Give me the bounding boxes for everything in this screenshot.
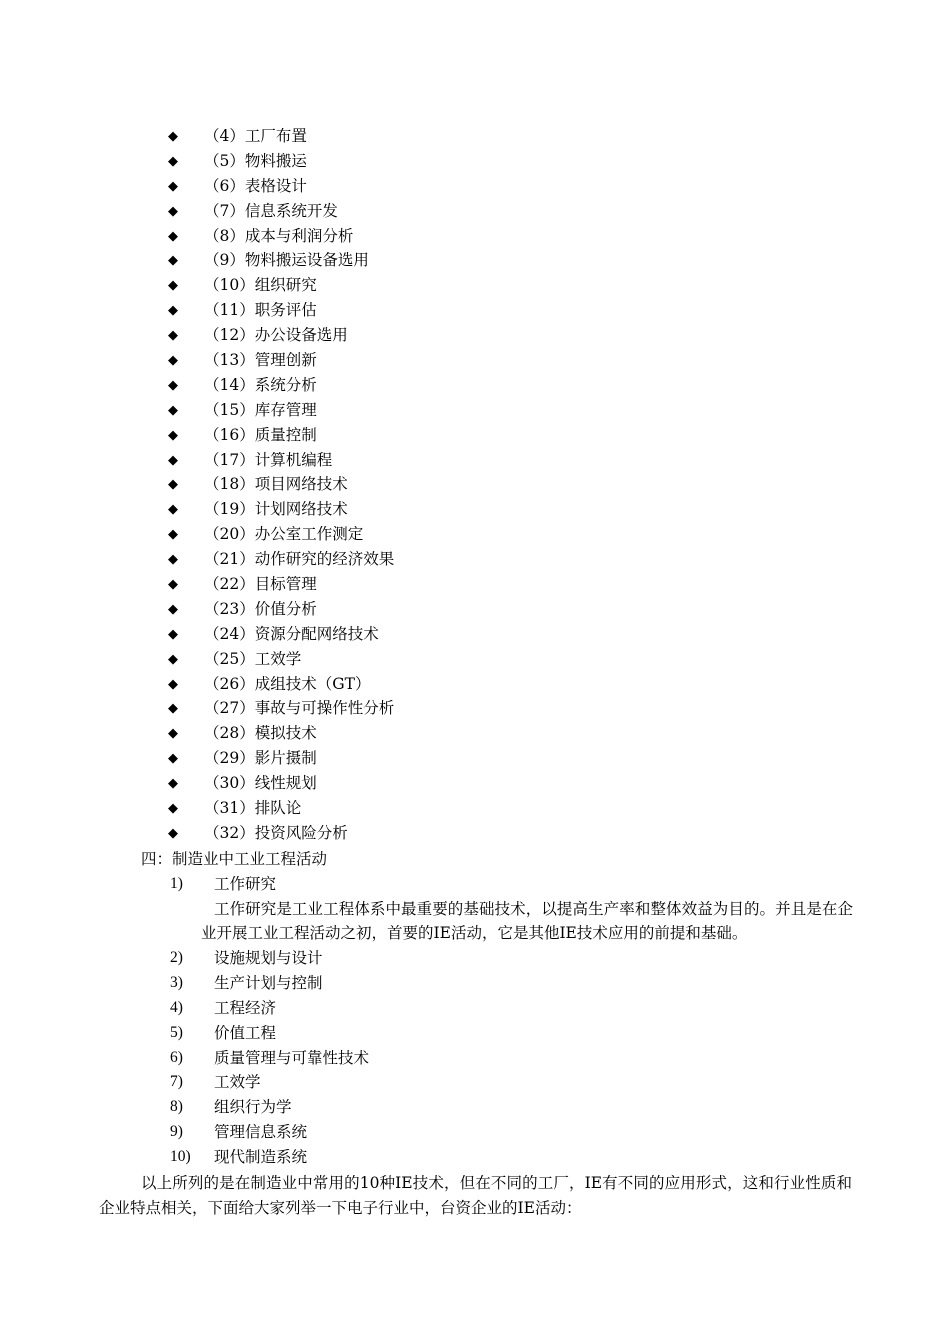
bullet-item-text: （14）系统分析	[204, 375, 317, 394]
numbered-list-item	[170, 1145, 860, 1170]
numbered-list-item	[170, 1021, 860, 1046]
item-label: 价值工程	[214, 1023, 277, 1042]
bullet-item-text: （6）表格设计	[204, 176, 307, 195]
diamond-bullet-icon: ◆	[168, 527, 178, 543]
item-number: 7)	[170, 1073, 183, 1091]
bullet-list-item	[166, 597, 394, 622]
diamond-bullet-icon: ◆	[168, 651, 178, 667]
section-heading: 四：制造业中工业工程活动	[141, 850, 328, 868]
item-label: 现代制造系统	[214, 1148, 308, 1167]
bullet-item-text: （22）目标管理	[204, 575, 317, 594]
numbered-list-item	[170, 1120, 860, 1145]
bullet-item-text: （25）工效学	[204, 649, 302, 668]
item-number: 9)	[170, 1123, 183, 1141]
item-label: 组织行为学	[214, 1098, 292, 1117]
diamond-bullet-icon: ◆	[168, 701, 178, 717]
diamond-bullet-icon: ◆	[168, 278, 178, 294]
bullet-item-text: （16）质量控制	[204, 425, 317, 444]
numbered-list-item	[170, 1046, 860, 1071]
item-label: 生产计划与控制	[214, 973, 323, 992]
diamond-bullet-icon: ◆	[168, 751, 178, 767]
bullet-list-item	[166, 746, 394, 771]
bullet-item-text: （24）资源分配网络技术	[204, 624, 379, 643]
bullet-list-item	[166, 423, 394, 448]
diamond-bullet-icon: ◆	[168, 576, 178, 592]
item-number: 3)	[170, 973, 183, 991]
bullet-item-text: （9）物料搬运设备选用	[204, 251, 369, 270]
bullet-list-item	[166, 672, 394, 697]
bullet-item-text: （13）管理创新	[204, 351, 317, 370]
bullet-item-text: （27）事故与可操作性分析	[204, 699, 395, 718]
bullet-item-text: （7）信息系统开发	[204, 201, 338, 220]
ie-technique-list	[166, 124, 394, 846]
bullet-item-text: （32）投资风险分析	[204, 823, 348, 842]
numbered-list-item	[170, 1070, 860, 1095]
item-description: 工作研究是工业工程体系中最重要的基础技术，以提高生产率和整体效益为目的。并且是在企业开展工业工程活动之初，首要的IE活动，它是其他IE技术应用的前提和基础。	[201, 899, 853, 943]
bullet-item-text: （8）成本与利润分析	[204, 226, 354, 245]
diamond-bullet-icon: ◆	[168, 328, 178, 344]
diamond-bullet-icon: ◆	[168, 203, 178, 219]
item-label: 工作研究	[214, 875, 277, 893]
item-number: 10)	[170, 1148, 191, 1166]
bullet-item-text: （31）排队论	[204, 799, 302, 818]
diamond-bullet-icon: ◆	[168, 776, 178, 792]
item-label: 设施规划与设计	[214, 948, 323, 967]
bullet-item-text: （18）项目网络技术	[204, 475, 348, 494]
bullet-item-text: （11）职务评估	[204, 301, 317, 320]
diamond-bullet-icon: ◆	[168, 452, 178, 468]
bullet-list-item	[166, 696, 394, 721]
item-label: 管理信息系统	[214, 1123, 308, 1142]
bullet-list-item	[166, 248, 394, 273]
bullet-list-item	[166, 721, 394, 746]
bullet-list-item	[166, 199, 394, 224]
bullet-item-text: （19）计划网络技术	[204, 500, 348, 519]
bullet-item-text: （29）影片摄制	[204, 749, 317, 768]
bullet-list-item	[166, 472, 394, 497]
diamond-bullet-icon: ◆	[168, 377, 178, 393]
bullet-list-item	[166, 323, 394, 348]
item-label: 工效学	[214, 1073, 261, 1092]
diamond-bullet-icon: ◆	[168, 477, 178, 493]
diamond-bullet-icon: ◆	[168, 178, 178, 194]
diamond-bullet-icon: ◆	[168, 153, 178, 169]
bullet-list-item	[166, 348, 394, 373]
bullet-item-text: （17）计算机编程	[204, 450, 333, 469]
bullet-item-text: （15）库存管理	[204, 400, 317, 419]
item-label: 质量管理与可靠性技术	[214, 1048, 370, 1067]
bullet-list-item	[166, 572, 394, 597]
diamond-bullet-icon: ◆	[168, 253, 178, 269]
bullet-list-item	[166, 373, 394, 398]
numbered-list-item	[170, 946, 860, 971]
bullet-list-item	[166, 398, 394, 423]
diamond-bullet-icon: ◆	[168, 726, 178, 742]
diamond-bullet-icon: ◆	[168, 676, 178, 692]
bullet-list-item	[166, 149, 394, 174]
diamond-bullet-icon: ◆	[168, 601, 178, 617]
diamond-bullet-icon: ◆	[168, 303, 178, 319]
bullet-item-text: （30）线性规划	[204, 774, 317, 793]
bullet-list-item	[166, 647, 394, 672]
bullet-list-item	[166, 821, 394, 846]
summary-paragraph: 以上所列的是在制造业中常用的10种IE技术，但在不同的工厂，IE有不同的应用形式，这和行业性质和企业特点相关，下面给大家列举一下电子行业中，台资企业的IE活动：	[99, 1174, 852, 1217]
item-number: 5)	[170, 1023, 183, 1041]
numbered-list-item	[170, 971, 860, 996]
bullet-item-text: （10）组织研究	[204, 276, 317, 295]
bullet-item-text: （26）成组技术（GT）	[204, 674, 371, 693]
item-number: 6)	[170, 1048, 183, 1066]
manufacturing-ie-activity-list	[170, 872, 860, 1170]
diamond-bullet-icon: ◆	[168, 402, 178, 418]
diamond-bullet-icon: ◆	[168, 800, 178, 816]
bullet-list-item	[166, 298, 394, 323]
item-number: 8)	[170, 1098, 183, 1116]
bullet-list-item	[166, 497, 394, 522]
bullet-list-item	[166, 124, 394, 149]
bullet-list-item	[166, 622, 394, 647]
numbered-list-item	[170, 872, 860, 946]
item-number: 2)	[170, 948, 183, 966]
numbered-list-item	[170, 1095, 860, 1120]
diamond-bullet-icon: ◆	[168, 502, 178, 518]
diamond-bullet-icon: ◆	[168, 228, 178, 244]
bullet-item-text: （4）工厂布置	[204, 127, 307, 145]
bullet-list-item	[166, 771, 394, 796]
bullet-list-item	[166, 547, 394, 572]
diamond-bullet-icon: ◆	[168, 552, 178, 568]
bullet-item-text: （20）办公室工作测定	[204, 525, 364, 544]
bullet-item-text: （23）价值分析	[204, 599, 317, 618]
item-number: 4)	[170, 998, 183, 1016]
bullet-item-text: （12）办公设备选用	[204, 326, 348, 345]
bullet-list-item	[166, 448, 394, 473]
item-number: 1)	[170, 875, 183, 892]
diamond-bullet-icon: ◆	[168, 128, 178, 144]
bullet-list-item	[166, 224, 394, 249]
diamond-bullet-icon: ◆	[168, 352, 178, 368]
diamond-bullet-icon: ◆	[168, 427, 178, 443]
bullet-list-item	[166, 522, 394, 547]
numbered-list-item	[170, 996, 860, 1021]
bullet-list-item	[166, 174, 394, 199]
diamond-bullet-icon: ◆	[168, 825, 178, 841]
bullet-item-text: （28）模拟技术	[204, 724, 317, 743]
item-label: 工程经济	[214, 998, 277, 1017]
diamond-bullet-icon: ◆	[168, 626, 178, 642]
bullet-list-item	[166, 796, 394, 821]
bullet-item-text: （5）物料搬运	[204, 151, 307, 170]
bullet-item-text: （21）动作研究的经济效果	[204, 550, 395, 569]
bullet-list-item	[166, 273, 394, 298]
